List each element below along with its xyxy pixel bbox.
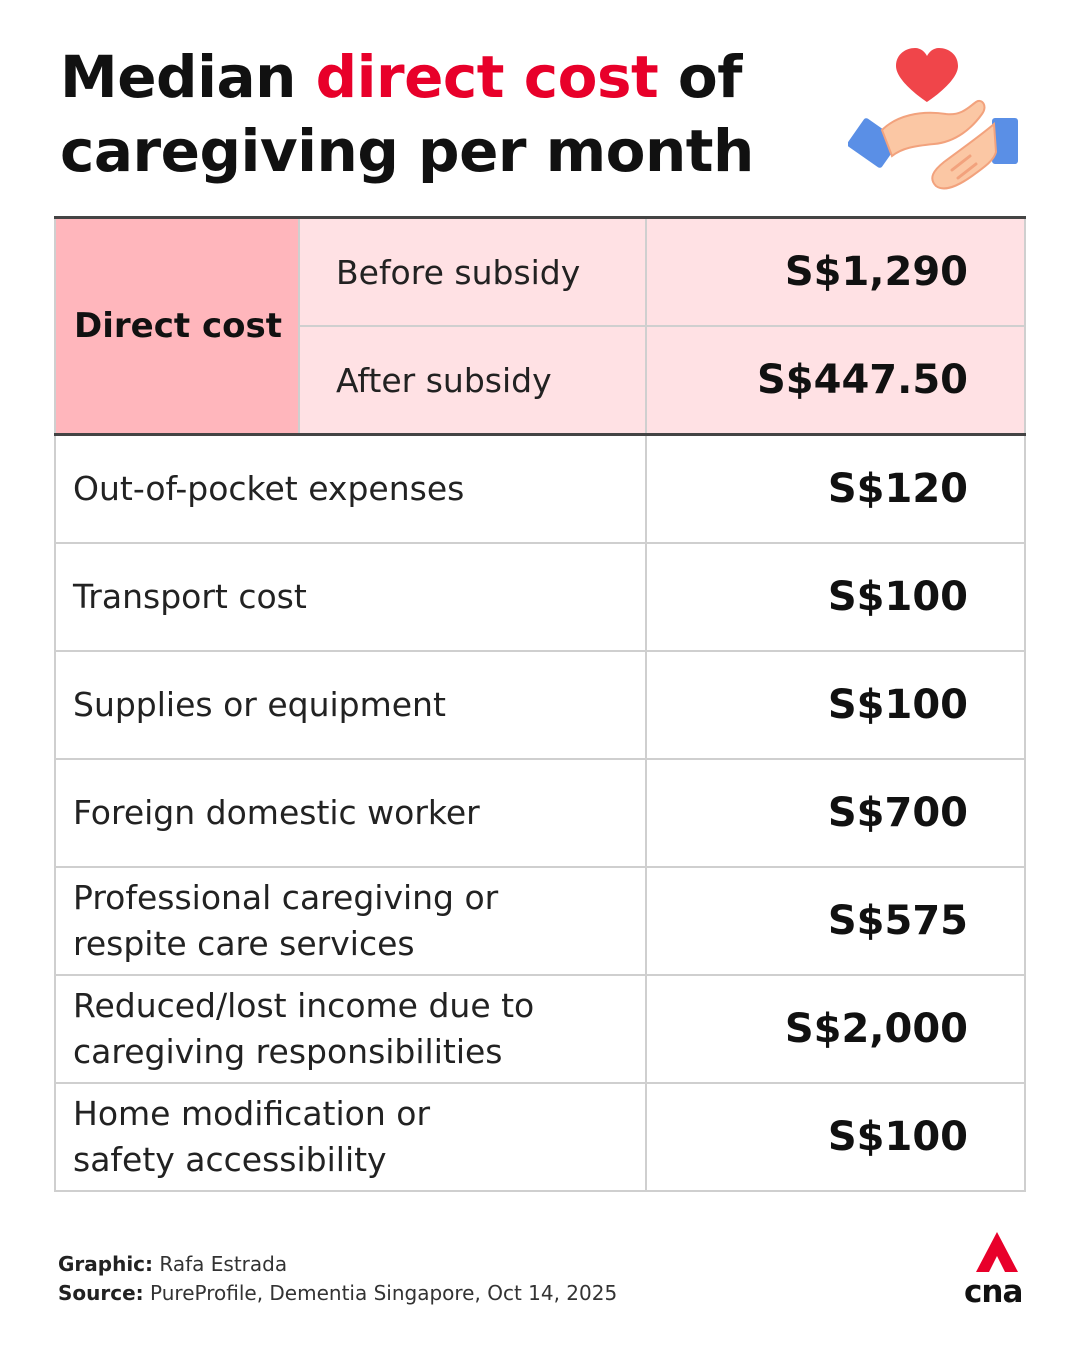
cna-logo-text: cna [964, 1274, 1023, 1310]
table-row [55, 867, 1025, 975]
row-label-line1: Out-of-pocket expenses [73, 469, 465, 508]
row-label-line1: Transport cost [73, 577, 307, 616]
row-label-line1: Reduced/lost income due to [73, 986, 535, 1025]
table-row [55, 651, 1025, 759]
row-label-cell [55, 1083, 646, 1191]
row-label-cell [55, 867, 646, 975]
graphic-credit [58, 1250, 617, 1279]
table-row-before-subsidy [55, 218, 1025, 327]
after-subsidy-label: After subsidy [299, 326, 646, 435]
table-row [55, 975, 1025, 1083]
graphic-credit-label: Graphic: [58, 1252, 154, 1276]
title-part1: Median [60, 43, 316, 111]
row-label-line2: respite care services [73, 924, 415, 963]
row-label-line2: caregiving responsibilities [73, 1032, 503, 1071]
row-label-line1: Supplies or equipment [73, 685, 446, 724]
title-part2: of [658, 43, 742, 111]
table-row [55, 759, 1025, 867]
source-credit-label: Source: [58, 1281, 144, 1305]
row-label-line1: Professional caregiving or [73, 878, 499, 917]
before-subsidy-label: Before subsidy [299, 218, 646, 327]
before-subsidy-value: S$1,290 [646, 218, 1025, 327]
title-line2: caregiving per month [60, 117, 754, 185]
row-label-line2: safety accessibility [73, 1140, 387, 1179]
direct-cost-label: Direct cost [55, 218, 299, 435]
hands-holding-heart-icon [848, 44, 1024, 194]
table-row [55, 435, 1025, 544]
row-value: S$100 [646, 1083, 1025, 1191]
row-label-line1: Foreign domestic worker [73, 793, 480, 832]
row-value: S$120 [646, 435, 1025, 544]
row-value: S$575 [646, 867, 1025, 975]
source-credit-value: PureProfile, Dementia Singapore, Oct 14, 2025 [150, 1281, 618, 1305]
row-value: S$700 [646, 759, 1025, 867]
row-label-cell [55, 759, 646, 867]
row-label-line1: Home modification or [73, 1094, 431, 1133]
table-row [55, 1083, 1025, 1191]
table-row [55, 543, 1025, 651]
cost-table [54, 216, 1026, 1192]
row-value: S$2,000 [646, 975, 1025, 1083]
row-label-cell [55, 543, 646, 651]
row-label-cell [55, 435, 646, 544]
row-value: S$100 [646, 651, 1025, 759]
row-label-cell [55, 975, 646, 1083]
title-accent: direct cost [315, 43, 659, 111]
after-subsidy-value: S$447.50 [646, 326, 1025, 435]
graphic-credit-value: Rafa Estrada [159, 1252, 288, 1276]
source-credit [58, 1279, 617, 1308]
page-title [60, 40, 754, 188]
row-value: S$100 [646, 543, 1025, 651]
row-label-cell [55, 651, 646, 759]
credits [58, 1250, 617, 1308]
